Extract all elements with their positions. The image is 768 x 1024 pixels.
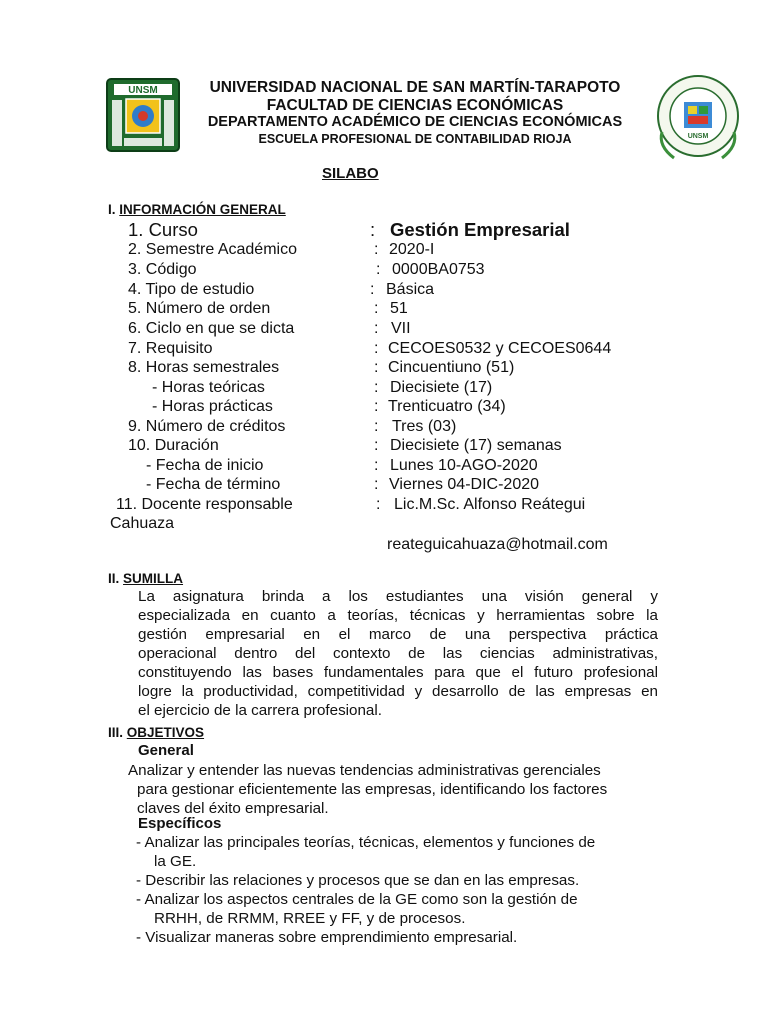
info-separator: : bbox=[374, 300, 379, 317]
general-objective-text bbox=[128, 761, 658, 818]
info-separator: : bbox=[374, 241, 379, 258]
section-1-title: INFORMACIÓN GENERAL bbox=[119, 202, 286, 217]
university-name: UNIVERSIDAD NACIONAL DE SAN MARTÍN-TARAPOTO bbox=[209, 79, 621, 96]
info-label: 10. Duración bbox=[128, 437, 219, 454]
info-value: Trenticuatro (34) bbox=[388, 398, 506, 415]
specific-objective-line: - Visualizar maneras sobre emprendimiento empresarial. bbox=[136, 929, 518, 946]
info-separator: : bbox=[374, 418, 379, 435]
sumilla-line: logre la productividad, competitividad y desarrollo de las empresas en bbox=[138, 683, 658, 700]
general-objective-line: Analizar y entender las nuevas tendencias administrativas gerenciales bbox=[128, 762, 601, 779]
info-label: - Fecha de inicio bbox=[146, 457, 264, 474]
sumilla-line: gestión empresarial en el marco de una perspectiva práctica bbox=[138, 626, 658, 643]
faculty-name: FACULTAD DE CIENCIAS ECONÓMICAS bbox=[266, 97, 564, 114]
info-label: 6. Ciclo en que se dicta bbox=[128, 320, 295, 337]
info-label: 5. Número de orden bbox=[128, 300, 271, 317]
specific-objectives-title: Específicos bbox=[138, 815, 222, 832]
info-value: 0000BA0753 bbox=[392, 261, 485, 278]
info-label: 9. Número de créditos bbox=[128, 418, 286, 435]
teacher-name-continuation: Cahuaza bbox=[110, 515, 175, 532]
section-2-heading bbox=[108, 571, 183, 586]
info-value: Básica bbox=[386, 281, 435, 298]
info-label: 2. Semestre Académico bbox=[128, 241, 297, 258]
faculty-logo-right bbox=[652, 72, 744, 164]
info-value: Viernes 04-DIC-2020 bbox=[389, 476, 540, 493]
document-title: SILABO bbox=[322, 165, 379, 182]
info-separator: : bbox=[374, 359, 379, 376]
info-separator: : bbox=[370, 219, 376, 240]
specific-objective-line: RRHH, de RRMM, RREE y FF, y de procesos. bbox=[154, 910, 466, 927]
sumilla-line: especializada en cuanto a teorías, técnicas y herramientas sobre la bbox=[138, 607, 658, 624]
info-label: 1. Curso bbox=[128, 219, 198, 240]
sumilla-paragraph bbox=[138, 587, 658, 720]
university-logo-left bbox=[106, 78, 180, 152]
info-separator: : bbox=[376, 496, 381, 513]
school-name: ESCUELA PROFESIONAL DE CONTABILIDAD RIOJA bbox=[258, 132, 572, 146]
teacher-email: reateguicahuaza@hotmail.com bbox=[387, 536, 608, 553]
specific-objectives-list bbox=[136, 833, 658, 947]
section-2-prefix: II. bbox=[108, 571, 120, 586]
general-objective-title: General bbox=[138, 742, 194, 759]
sumilla-line: el ejercicio de la carrera profesional. bbox=[138, 702, 382, 719]
info-label: - Fecha de término bbox=[146, 476, 281, 493]
info-value: Diecisiete (17) bbox=[390, 379, 493, 396]
department-name: DEPARTAMENTO ACADÉMICO DE CIENCIAS ECONÓMICAS bbox=[207, 114, 623, 130]
info-label: 3. Código bbox=[128, 261, 197, 278]
general-objective-line: claves del éxito empresarial. bbox=[137, 800, 329, 817]
info-label: - Horas teóricas bbox=[152, 379, 265, 396]
specific-objective-line: - Describir las relaciones y procesos que se dan en las empresas. bbox=[136, 872, 580, 889]
info-value: 2020-I bbox=[389, 241, 435, 258]
info-separator: : bbox=[376, 261, 381, 278]
general-objective-line: para gestionar eficientemente las empresas, identificando los factores bbox=[137, 781, 608, 798]
info-value: Diecisiete (17) semanas bbox=[390, 437, 562, 454]
info-label: 4. Tipo de estudio bbox=[128, 281, 255, 298]
right-logo-abbrev: UNSM bbox=[687, 133, 709, 140]
info-separator: : bbox=[374, 320, 379, 337]
info-separator: : bbox=[374, 340, 379, 357]
sumilla-line: constituyendo las bases fundamentales para que el futuro profesional bbox=[138, 664, 658, 681]
info-separator: : bbox=[374, 437, 379, 454]
specific-objective-line: - Analizar las principales teorías, técnicas, elementos y funciones de bbox=[136, 834, 596, 851]
info-value: Lic.M.Sc. Alfonso Reátegui bbox=[394, 496, 586, 513]
specific-objective-line: la GE. bbox=[154, 853, 197, 870]
info-label: 8. Horas semestrales bbox=[128, 359, 280, 376]
info-separator: : bbox=[374, 476, 379, 493]
info-value: Lunes 10-AGO-2020 bbox=[390, 457, 538, 474]
section-3-heading bbox=[108, 725, 204, 740]
info-value: VII bbox=[391, 320, 411, 337]
sumilla-line: La asignatura brinda a los estudiantes una visión general y bbox=[138, 588, 658, 605]
info-label: 7. Requisito bbox=[128, 340, 213, 357]
section-3-prefix: III. bbox=[108, 725, 124, 740]
info-value: Gestión Empresarial bbox=[390, 219, 570, 240]
info-value: CECOES0532 y CECOES0644 bbox=[388, 340, 612, 357]
specific-objective-line: - Analizar los aspectos centrales de la GE como son la gestión de bbox=[136, 891, 578, 908]
info-label: - Horas prácticas bbox=[152, 398, 273, 415]
info-separator: : bbox=[374, 457, 379, 474]
section-3-title: OBJETIVOS bbox=[126, 725, 205, 740]
left-logo-abbrev: UNSM bbox=[128, 85, 158, 96]
info-separator: : bbox=[374, 398, 379, 415]
info-value: Cincuentiuno (51) bbox=[388, 359, 515, 376]
info-label: 11. Docente responsable bbox=[116, 496, 293, 513]
info-value: 51 bbox=[390, 300, 408, 317]
section-1-prefix: I. bbox=[108, 202, 116, 217]
section-1-heading bbox=[108, 202, 286, 217]
info-separator: : bbox=[374, 379, 379, 396]
section-2-title: SUMILLA bbox=[123, 571, 184, 586]
sumilla-line: operacional dentro del contexto de las ciencias administrativas, bbox=[138, 645, 658, 662]
info-separator: : bbox=[370, 281, 375, 298]
info-value: Tres (03) bbox=[392, 418, 457, 435]
